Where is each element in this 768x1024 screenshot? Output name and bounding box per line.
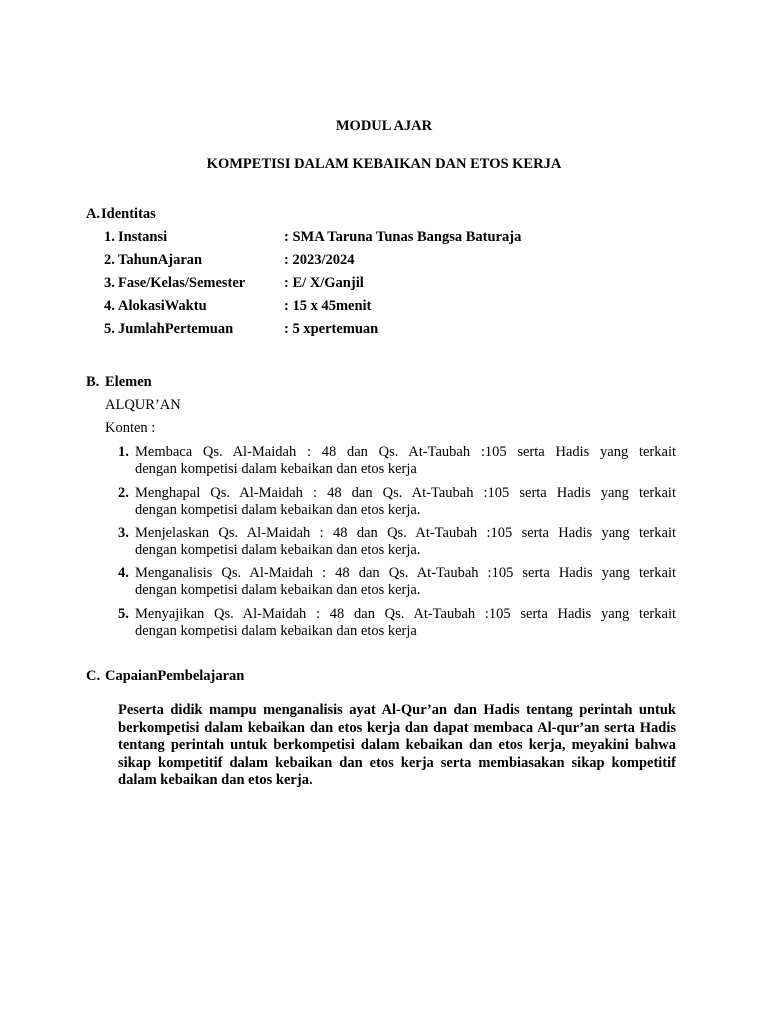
konten-item-line1: Menjelaskan Qs. Al-Maidah : 48 dan Qs. At-Taubah :105 serta Hadis yang terkait [135,525,676,541]
section-b-letter: B. [86,374,100,390]
section-a-letter: A. [86,206,101,222]
identity-row-number: 1. [104,229,115,245]
konten-list-item [118,444,676,477]
identity-row-label: AlokasiWaktu [118,298,207,314]
konten-item-line2: dengan kompetisi dalam kebaikan dan etos kerja [135,622,417,639]
section-a-heading: Identitas [101,206,156,222]
identity-row-label: TahunAjaran [118,252,203,268]
identity-row-label: Instansi [118,229,168,245]
konten-item-number: 5. [118,606,129,622]
section-c-letter: C. [86,668,101,684]
konten-list-item [118,525,676,558]
section-c-heading: CapaianPembelajaran [105,668,245,684]
konten-item-number: 1. [118,444,129,460]
identity-row-number: 3. [104,275,115,291]
identity-row-label: JumlahPertemuan [118,321,234,337]
identity-row-value: : 2023/2024 [284,252,355,268]
capaian-paragraph: Peserta didik mampu menganalisis ayat Al-Qur’an dan Hadis tentang perintah untuk berkompetisi dalam kebaikan dan etos kerja dan dapat membaca Al-qur’an serta Hadis tentang perintah untuk berkompetisi dalam kebaikan dan etos kerja, meyakini bahwa sikap kompetitif dalam kebaikan dan etos kerja serta membiasakan sikap kompetitif dalam kebaikan dan etos kerja. [118,702,676,788]
konten-item-number: 4. [118,565,129,581]
konten-item-number: 3. [118,525,129,541]
identity-row-value: : E/ X/Ganjil [284,275,364,291]
identity-row-value: : 5 xpertemuan [284,321,379,337]
konten-item-line1: Menghapal Qs. Al-Maidah : 48 dan Qs. At-Taubah :105 serta Hadis yang terkait [135,485,676,501]
konten-item-line2: dengan kompetisi dalam kebaikan dan etos kerja [135,460,417,477]
identity-row-value: : 15 x 45menit [284,298,372,314]
identity-row-value: : SMA Taruna Tunas Bangsa Baturaja [284,229,522,245]
identity-row-number: 4. [104,298,115,314]
konten-item-line2: dengan kompetisi dalam kebaikan dan etos kerja. [135,541,421,558]
identity-row-number: 5. [104,321,115,337]
konten-item-line1: Menganalisis Qs. Al-Maidah : 48 dan Qs. At-Taubah :105 serta Hadis yang terkait [135,565,676,581]
element-name: ALQUR’AN [105,397,181,413]
konten-list-item [118,565,676,598]
konten-item-line2: dengan kompetisi dalam kebaikan dan etos kerja. [135,501,421,518]
konten-item-line2: dengan kompetisi dalam kebaikan dan etos kerja. [135,581,421,598]
konten-list-item [118,606,676,639]
konten-item-line1: Menyajikan Qs. Al-Maidah : 48 dan Qs. At-Taubah :105 serta Hadis yang terkait [135,606,676,622]
page-title: MODUL AJAR [335,118,433,134]
page-subtitle: KOMPETISI DALAM KEBAIKAN DAN ETOS KERJA [206,156,562,172]
konten-item-number: 2. [118,485,129,501]
konten-label: Konten : [105,420,156,436]
konten-item-line1: Membaca Qs. Al-Maidah : 48 dan Qs. At-Taubah :105 serta Hadis yang terkait [135,444,676,460]
identity-row-label: Fase/Kelas/Semester [118,275,246,291]
identity-row-number: 2. [104,252,115,268]
konten-list-item [118,485,676,518]
section-b-heading: Elemen [105,374,152,390]
